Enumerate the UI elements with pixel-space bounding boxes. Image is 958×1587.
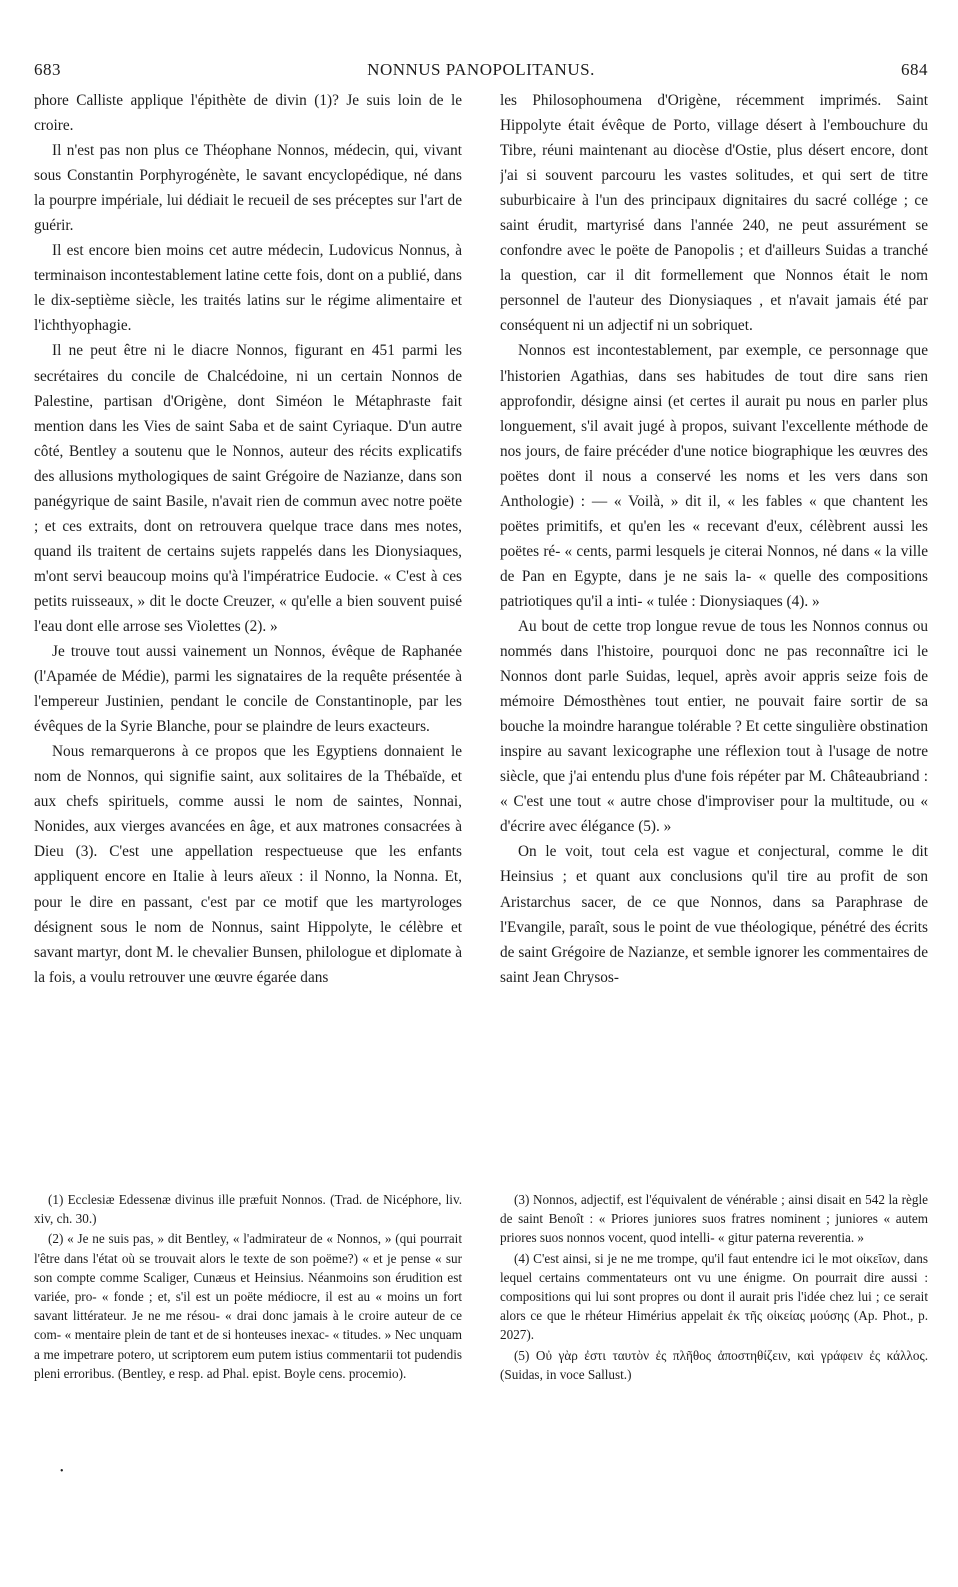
running-title: NONNUS PANOPOLITANUS. <box>367 60 595 79</box>
paragraph: Au bout de cette trop longue revue de tous les Nonnos connus ou nommés dans l'histoire, pourquoi donc ne pas reconnaître ici le Nonnos dont parle Suidas, lequel, après avoir appris seize fois de mémoire Démosthènes tout entier, ne pouvait faire sortir de sa bouche la moindre harangue tolérable ? Et cette singulière obstination inspire au savant lexicographe une réflexion tout à l'usage de notre siècle, que j'ai entendu plus d'une fois répéter par M. Châteaubriand : « C'est une tout « autre chose d'improviser pour la multitude, ou « d'écrire avec élégance (5). » <box>500 617 928 836</box>
paragraph: On le voit, tout cela est vague et conjectural, comme le dit Heinsius ; et quant aux conclusions qu'il tire au profit de son Aristarchus sacer, de ce que Nonnos, dans sa Paraphrase de l'Evangile, paraît, sous le point de vue théologique, pénétré des écrits de saint Grégoire de Nazianze, et semble ignorer les commentaires de saint Jean Chrysos- <box>500 843 928 986</box>
footnote: (5) Οὐ γὰρ ἐστι ταυτὸν ἐς πλῆθος ἀποστηθίζειν, καὶ γράφειν ἐς κάλλος. (Suidas, in voce Sallust.) <box>500 1347 928 1382</box>
left-page-number: 683 <box>34 60 61 79</box>
right-text-column <box>500 88 928 1183</box>
paragraph: Nous remarquerons à ce propos que les Egyptiens donnaient le nom de Nonnos, qui signifie saint, aux solitaires de la Thébaïde, et aux chefs spirituels, comme aussi le nom de saintes, Nonnai, Nonides, aux vierges avancées en âge, et aux matrones consacrées à Dieu (3). C'est une appellation respectueuse que les enfants appliquent encore en Italie à leurs aïeux : il Nonno, la Nonna. Et, pour le dire en passant, c'est par ce motif que les martyrologes désignent sous le nom de Nonnus, saint Hippolyte, le célèbre et savant martyr, dont M. le chevalier Bunsen, philologue et diplomate à la fois, a voulu retrouver une œuvre égarée dans <box>34 743 462 986</box>
paragraph: Il ne peut être ni le diacre Nonnos, figurant en 451 parmi les secrétaires du concile de Chalcédoine, ni un certain Nonnos de Palestine, partisan d'Origène, dont Siméon le Métaphraste fait mention dans les Vies de saint Saba et de saint Cyriaque. D'un autre côté, Bentley a soutenu que le Nonnos, auteur des récits explicatifs des allusions mythologiques de saint Grégoire de Nazianze, dans son panégyrique de saint Basile, n'avait rien de commun avec notre poëte ; et ces extraits, dont on retrouvera quelque trace dans mes notes, quand ils traitent de certains sujets rappelés dans les Dionysiaques, m'ont servi beaucoup moins qu'à l'impératrice Eudocie. « C'est à ces petits ruisseaux, » dit le docte Creuzer, « qu'elle a bien souvent puisé l'eau dont elle arrose ses Violettes (2). » <box>34 342 462 635</box>
footnote: (3) Nonnos, adjectif, est l'équivalent de vénérable ; ainsi disait en 542 la règle de saint Benoît : « Priores juniores suos fratres nominent ; juniores « autem priores suos nonnos vocent, quod intelli- « gitur paterna reverentia. » <box>500 1192 928 1246</box>
print-mark: • <box>60 1466 64 1477</box>
paragraph: Il est encore bien moins cet autre médecin, Ludovicus Nonnus, à terminaison incontestablement latine cette fois, dont on a publié, dans le dix-septième siècle, les traités latins sur le régime alimentaire et l'ichthyophagie. <box>34 242 462 335</box>
footnote: (4) C'est ainsi, si je ne me trompe, qu'il faut entendre ici le mot οἰκεῖων, dans lequel certains commentateurs ont vu une énigme. On pourrait dire aussi : compositions qui lui sont propres ou dont il aurait pris l'idée chez lui ; ce serait alors ce que le rhéteur Himérius appelait ἐκ τῆς οἰκείας μούσης (Ap. Phot., p. 2027). <box>500 1250 928 1343</box>
left-text-column <box>34 88 462 1183</box>
left-footnotes <box>34 1190 462 1490</box>
paragraph: Nonnos est incontestablement, par exemple, ce personnage que l'historien Agathias, dans ses habitudes de tout dire sans rien approfondir, désigne ainsi (et certes il aurait pu nous en parler plus longuement, s'il avait jugé à propos, suivant l'excellente méthode de nos jours, de faire précéder d'une notice biographique les œuvres des poëtes dont il nous a conservé les noms et les vers dans son Anthologie) : — « Voilà, » dit il, « les fables « que chantent les poëtes primitifs, et qu'en les « recevant d'eux, célèbrent aussi les poëtes ré- « cents, parmi lesquels je citerai Nonnos, né dans « la ville de Pan en Egypte, dans je ne sais la- « quelle des compositions patriotiques qu'il a inti- « tulée : Dionysiaques (4). » <box>500 342 928 610</box>
paragraph: phore Calliste applique l'épithète de divin (1)? Je suis loin de le croire. <box>34 92 462 135</box>
footnote: (1) Ecclesiæ Edessenæ divinus ille præfuit Nonnos. (Trad. de Nicéphore, liv. xiv, ch. 30.) <box>34 1192 462 1227</box>
right-page-number: 684 <box>901 60 928 79</box>
paragraph: Il n'est pas non plus ce Théophane Nonnos, médecin, qui, vivant sous Constantin Porphyrogénète, le savant encyclopédique, né dans la pourpre impériale, lui dédiait le recueil de ses préceptes sur l'art de guérir. <box>34 142 462 235</box>
paragraph: les Philosophoumena d'Origène, récemment imprimés. Saint Hippolyte était évêque de Porto, village désert à l'embouchure du Tibre, réuni maintenant au diocèse d'Ostie, plus désert encore, dont j'ai si souvent parcouru les vastes solitudes, et qui sert de titre suburbicaire à l'un des principaux dignitaires du sacré collége ; ce saint érudit, martyrisé dans l'année 240, ne peut assurément se confondre avec le poëte de Panopolis ; et d'ailleurs Suidas a tranché la question, car il dit formellement que Nonnos était le nom personnel de l'auteur des Dionysiaques , et n'avait jamais été par conséquent ni un adjectif ni un sobriquet. <box>500 92 928 335</box>
footnote: (2) « Je ne suis pas, » dit Bentley, « l'admirateur de « Nonnos, » (qui pourrait l'être dans l'état où se trouvait alors le texte de son poëme?) « et je pense « sur son compte comme Scaliger, Cunæus et Heinsius. Néanmoins son érudition est variée, pro- « fonde ; et, s'il est un poëte médiocre, il est au « moins un fort savant littérateur. Je ne me résou- « drai donc jamais à le croire auteur de ce com- « mentaire plein de tant et de si honteuses inexac- « titudes. » Nec unquam a me impetrare potero, ut scriptorem eum putem istius commentarii tot pudendis pleni erroribus. (Bentley, e resp. ad Phal. epist. Boyle cens. procemio). <box>34 1231 462 1381</box>
running-header <box>34 60 928 86</box>
paragraph: Je trouve tout aussi vainement un Nonnos, évêque de Raphanée (l'Apamée de Médie), parmi les signataires de la requête présentée à l'empereur Justinien, pendant le concile de Constantinople, par les évêques de la Syrie Blanche, pour se plaindre de leurs exacteurs. <box>34 643 462 736</box>
right-footnotes <box>500 1190 928 1490</box>
